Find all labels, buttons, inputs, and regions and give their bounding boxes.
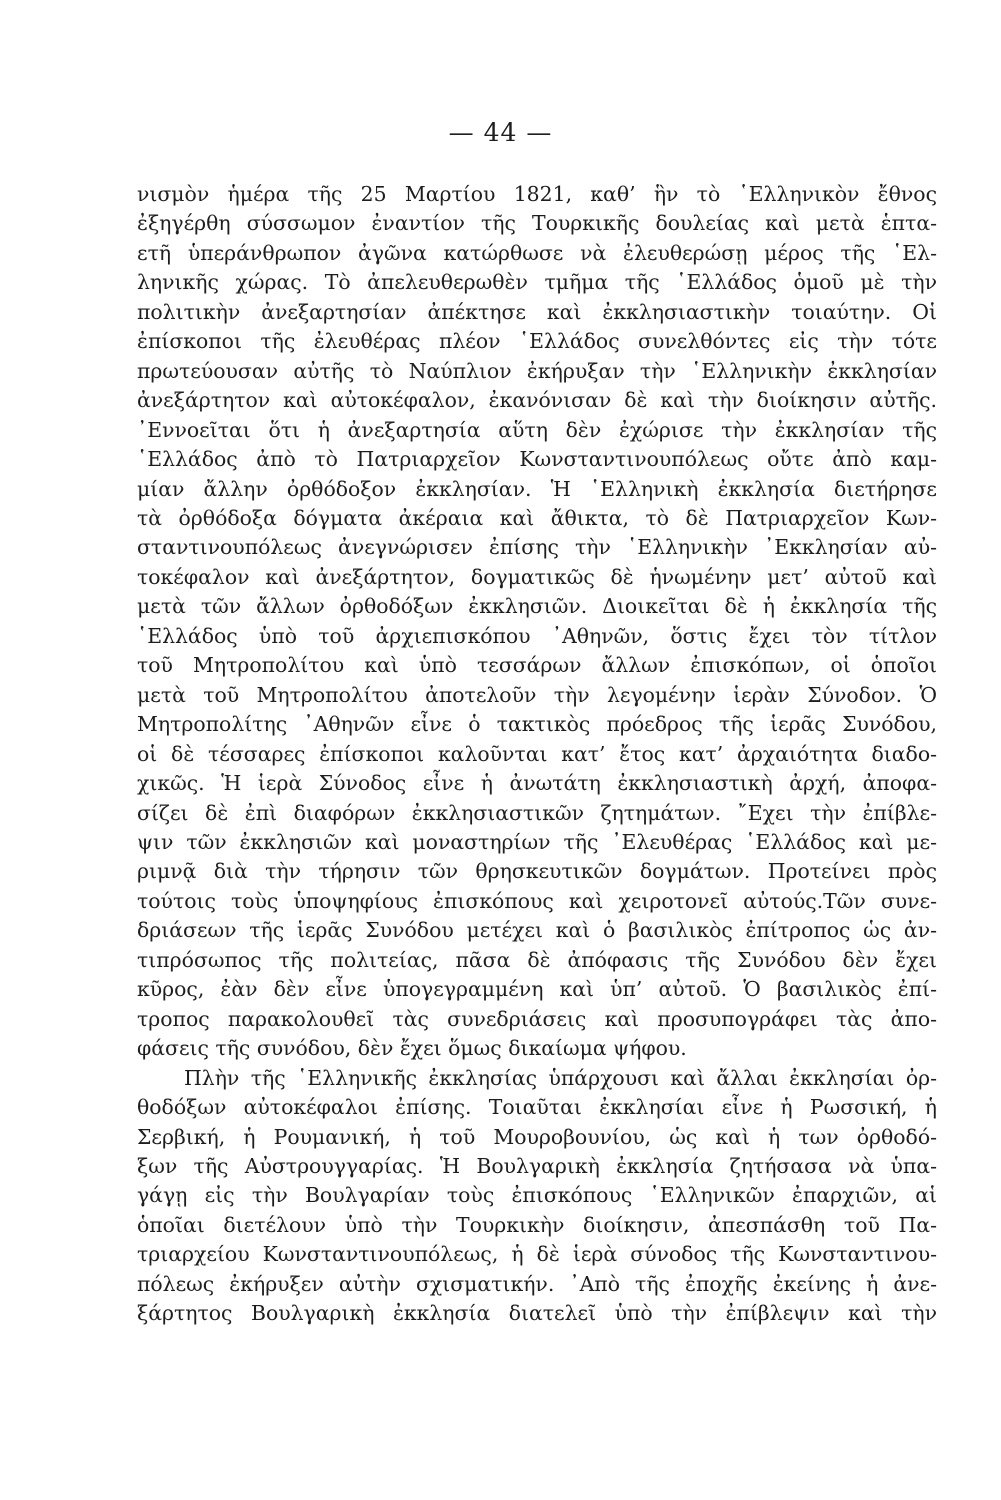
text-line: ἐξηγέρθη σύσσωμον ἐναντίον τῆς Τουρκικῆς δουλείας καὶ μετὰ ἑπτα- — [137, 211, 937, 236]
text-line: ἐπίσκοποι τῆς ἐλευθέρας πλέον ῾Ελλάδος συνελθόντες εἰς τὴν τότε — [137, 329, 937, 354]
text-line: Πλὴν τῆς ῾Ελληνικῆς ἐκκλησίας ὑπάρχουσι καὶ ἄλλαι ἐκκλησίαι ὀρ- — [184, 1065, 937, 1090]
text-line: νισμὸν ἡμέρα τῆς 25 Μαρτίου 1821, καθ’ ἣν τὸ ῾Ελληνικὸν ἔθνος — [137, 182, 937, 206]
text-line: ξων τῆς Αὐστρουγγαρίας. Ἡ Βουλγαρικὴ ἐκκλησία ζητήσασα νὰ ὑπα- — [137, 1153, 937, 1178]
paragraph-1 — [137, 180, 937, 1064]
text-line: δριάσεων τῆς ἱερᾶς Συνόδου μετέχει καὶ ὁ βασιλικὸς ἐπίτροπος ὡς ἀν- — [137, 918, 937, 943]
text-line: πολιτικὴν ἀνεξαρτησίαν ἀπέκτησε καὶ ἐκκλησιαστικὴν τοιαύτην. Οἱ — [137, 299, 937, 324]
page-number: — 44 — — [448, 118, 553, 147]
text-line: τοῦ Μητροπολίτου καὶ ὑπὸ τεσσάρων ἄλλων ἐπισκόπων, οἱ ὁποῖοι — [137, 653, 937, 678]
text-line: κῦρος, ἐὰν δὲν εἶνε ὑπογεγραμμένη καὶ ὑπ’ αὐτοῦ. Ὁ βασιλικὸς ἐπί- — [137, 977, 937, 1002]
text-line: ετῆ ὑπεράνθρωπον ἀγῶνα κατώρθωσε νὰ ἐλευθερώσῃ μέρος τῆς ῾Ελ- — [137, 240, 937, 265]
text-line: οἱ δὲ τέσσαρες ἐπίσκοποι καλοῦνται κατ’ ἔτος κατ’ ἀρχαιότητα διαδο- — [137, 741, 937, 766]
text-line: μίαν ἄλλην ὀρθόδοξον ἐκκλησίαν. Ἡ ῾Ελληνικὴ ἐκκλησία διετήρησε — [137, 476, 937, 501]
text-line: θοδόξων αὐτοκέφαλοι ἐπίσης. Τοιαῦται ἐκκλησίαι εἶνε ἡ Ρωσσική, ἡ — [137, 1095, 937, 1120]
text-line: πρωτεύουσαν αὐτῆς τὸ Ναύπλιον ἐκήρυξαν τὴν ῾Ελληνικὴν ἐκκλησίαν — [137, 358, 937, 383]
text-line: σταντινουπόλεως ἀνεγνώρισεν ἐπίσης τὴν ῾Ελληνικὴν ᾿Εκκλησίαν αὐ- — [137, 535, 937, 560]
text-line: χικῶς. Ἡ ἱερὰ Σύνοδος εἶνε ἡ ἀνωτάτη ἐκκλησιαστικὴ ἀρχή, ἀποφα- — [137, 771, 937, 796]
text-line: ριμνᾷ διὰ τὴν τήρησιν τῶν θρησκευτικῶν δογμάτων. Προτείνει πρὸς — [137, 859, 937, 884]
text-line: τιπρόσωπος τῆς πολιτείας, πᾶσα δὲ ἀπόφασις τῆς Συνόδου δὲν ἔχει — [137, 947, 937, 972]
body-text — [137, 180, 937, 1329]
text-line: ἀνεξάρτητον καὶ αὐτοκέφαλον, ἐκανόνισαν δὲ καὶ τὴν διοίκησιν αὐτῆς. — [137, 388, 937, 413]
text-line: ψιν τῶν ἐκκλησιῶν καὶ μοναστηρίων τῆς ᾿Ελευθέρας ῾Ελλάδος καὶ με- — [137, 829, 937, 854]
text-line: ᾿Εννοεῖται ὅτι ἡ ἀνεξαρτησία αὕτη δὲν ἐχώρισε τὴν ἐκκλησίαν τῆς — [137, 417, 937, 442]
text-line: φάσεις τῆς συνόδου, δὲν ἔχει ὅμως δικαίωμα ψήφου. — [137, 1036, 687, 1061]
text-line: ξάρτητος Βουλγαρικὴ ἐκκλησία διατελεῖ ὑπὸ τὴν ἐπίβλεψιν καὶ τὴν — [137, 1301, 937, 1326]
text-line: μετὰ τοῦ Μητροπολίτου ἀποτελοῦν τὴν λεγομένην ἱερὰν Σύνοδον. Ὁ — [137, 682, 937, 707]
text-line: τριαρχείου Κωνσταντινουπόλεως, ἡ δὲ ἱερὰ σύνοδος τῆς Κωνσταντινου- — [137, 1242, 937, 1267]
text-line: ὁποῖαι διετέλουν ὑπὸ τὴν Τουρκικὴν διοίκησιν, ἀπεσπάσθη τοῦ Πα- — [137, 1212, 937, 1237]
text-line: ληνικῆς χώρας. Τὸ ἀπελευθερωθὲν τμῆμα τῆς ῾Ελλάδος ὁμοῦ μὲ τὴν — [137, 270, 937, 295]
text-line: γάγῃ εἰς τὴν Βουλγαρίαν τοὺς ἐπισκόπους ῾Ελληνικῶν ἐπαρχιῶν, αἱ — [137, 1183, 937, 1208]
text-line: μετὰ τῶν ἄλλων ὀρθοδόξων ἐκκλησιῶν. Διοικεῖται δὲ ἡ ἐκκλησία τῆς — [137, 594, 937, 619]
text-line: ῾Ελλάδος ἀπὸ τὸ Πατριαρχεῖον Κωνσταντινουπόλεως οὔτε ἀπὸ καμ- — [137, 447, 937, 472]
text-line: τοκέφαλον καὶ ἀνεξάρτητον, δογματικῶς δὲ ἡνωμένην μετ’ αὐτοῦ καὶ — [137, 564, 937, 589]
text-line: ῾Ελλάδος ὑπὸ τοῦ ἀρχιεπισκόπου ᾿Αθηνῶν, ὅστις ἔχει τὸν τίτλον — [137, 623, 937, 648]
text-line: τούτοις τοὺς ὑποψηφίους ἐπισκόπους καὶ χειροτονεῖ αὐτούς.Τῶν συνε- — [137, 888, 937, 913]
text-line: τροπος παρακολουθεῖ τὰς συνεδριάσεις καὶ προσυπογράφει τὰς ἀπο- — [137, 1006, 937, 1031]
text-line: σίζει δὲ ἐπὶ διαφόρων ἐκκλησιαστικῶν ζητημάτων. ῎Εχει τὴν ἐπίβλε- — [137, 800, 937, 825]
text-line: Σερβική, ἡ Ρουμανική, ἡ τοῦ Μουροβουνίου, ὡς καὶ ἡ των ὀρθοδό- — [137, 1124, 937, 1149]
text-line: τὰ ὀρθόδοξα δόγματα ἀκέραια καὶ ἄθικτα, τὸ δὲ Πατριαρχεῖον Κων- — [137, 505, 937, 530]
paragraph-2 — [137, 1064, 937, 1329]
text-line: Μητροπολίτης ᾿Αθηνῶν εἶνε ὁ τακτικὸς πρόεδρος τῆς ἱερᾶς Συνόδου, — [137, 712, 937, 737]
text-line: πόλεως ἐκήρυξεν αὐτὴν σχισματικήν. ᾿Απὸ τῆς ἐποχῆς ἐκείνης ἡ ἀνε- — [137, 1271, 937, 1296]
